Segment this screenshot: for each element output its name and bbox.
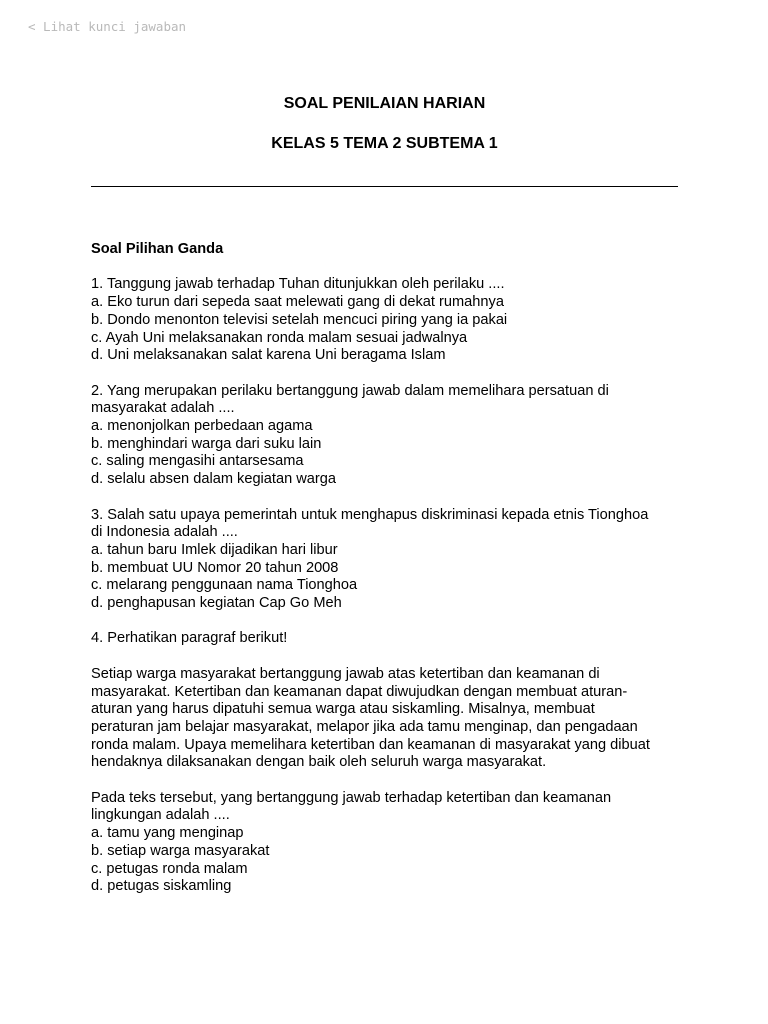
- option-a: a. tahun baru Imlek dijadikan hari libur: [91, 541, 338, 558]
- question-3: [91, 507, 681, 613]
- option-b: b. Dondo menonton televisi setelah mencuci piring yang ia pakai: [91, 311, 508, 328]
- option-b: b. membuat UU Nomor 20 tahun 2008: [91, 559, 339, 576]
- question-prompt: Pada teks tersebut, yang bertanggung jawab terhadap ketertiban dan keamanan: [91, 789, 612, 806]
- question-text: 2. Yang merupakan perilaku bertanggung jawab dalam memelihara persatuan di: [91, 382, 609, 399]
- option-c: c. melarang penggunaan nama Tionghoa: [91, 577, 358, 594]
- question-content: [91, 241, 681, 896]
- question-4: [91, 630, 681, 896]
- question-text: 4. Perhatikan paragraf berikut!: [91, 630, 288, 647]
- passage-line: aturan yang harus dipatuhi semua warga atau siskamling. Misalnya, membuat: [91, 701, 595, 718]
- option-a: a. Eko turun dari sepeda saat melewati gang di dekat rumahnya: [91, 294, 504, 311]
- document-subtitle: KELAS 5 TEMA 2 SUBTEMA 1: [271, 135, 498, 152]
- passage-line: ronda malam. Upaya memelihara ketertiban dan keamanan di masyarakat yang dibuat: [91, 736, 650, 753]
- passage-line: Setiap warga masyarakat bertanggung jawab atas ketertiban dan keamanan di: [91, 665, 600, 682]
- option-a: a. menonjolkan perbedaan agama: [91, 418, 313, 434]
- option-d: d. penghapusan kegiatan Cap Go Meh: [91, 595, 342, 612]
- option-c: c. petugas ronda malam: [91, 860, 248, 877]
- question-prompt: lingkungan adalah ....: [91, 807, 230, 824]
- question-text: di Indonesia adalah ....: [91, 524, 238, 541]
- option-b: b. menghindari warga dari suku lain: [91, 435, 322, 452]
- option-d: d. petugas siskamling: [91, 878, 232, 895]
- question-text: masyarakat adalah ....: [91, 400, 235, 417]
- document-title: SOAL PENILAIAN HARIAN: [283, 95, 486, 112]
- section-title: Soal Pilihan Ganda: [91, 241, 224, 257]
- option-c: c. saling mengasihi antarsesama: [91, 453, 304, 470]
- back-to-answer-key-link[interactable]: < Lihat kunci jawaban: [28, 19, 187, 34]
- option-a: a. tamu yang menginap: [91, 825, 244, 842]
- option-d: d. selalu absen dalam kegiatan warga: [91, 471, 337, 488]
- passage-line: masyarakat. Ketertiban dan keamanan dapat diwujudkan dengan membuat aturan-: [91, 683, 628, 700]
- question-text: 3. Salah satu upaya pemerintah untuk menghapus diskriminasi kepada etnis Tionghoa: [91, 506, 649, 523]
- header-divider: [91, 186, 678, 187]
- option-b: b. setiap warga masyarakat: [91, 842, 270, 859]
- passage-line: peraturan jam belajar masyarakat, melapor jika ada tamu menginap, dan pengadaan: [91, 718, 638, 735]
- option-d: d. Uni melaksanakan salat karena Uni beragama Islam: [91, 347, 446, 364]
- question-2: [91, 383, 681, 489]
- question-text: 1. Tanggung jawab terhadap Tuhan ditunjukkan oleh perilaku ....: [91, 276, 505, 293]
- option-c: c. Ayah Uni melaksanakan ronda malam sesuai jadwalnya: [91, 329, 468, 346]
- reading-passage: [91, 666, 681, 772]
- question-1: [91, 276, 681, 365]
- passage-line: hendaknya dilaksanakan dengan baik oleh seluruh warga masyarakat.: [91, 754, 547, 771]
